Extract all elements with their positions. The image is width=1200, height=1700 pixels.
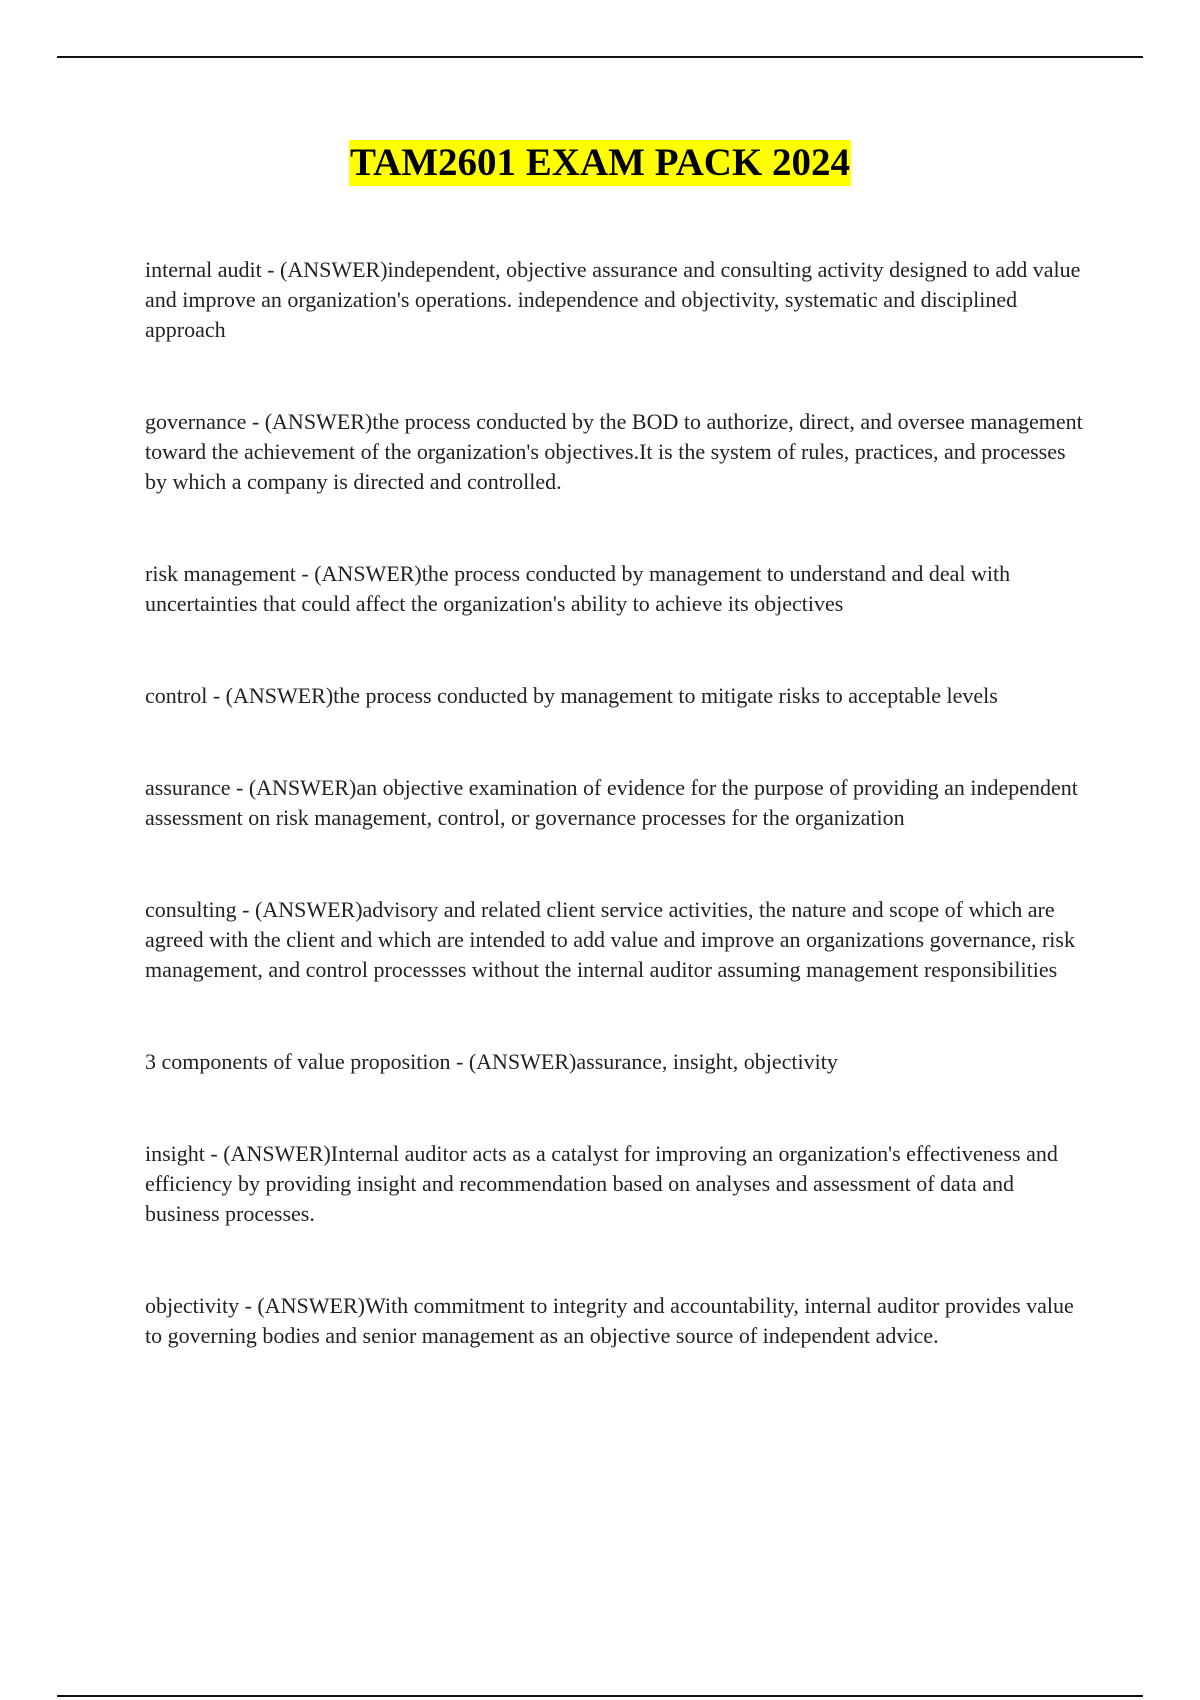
entry-governance: governance - (ANSWER)the process conducted by the BOD to authorize, direct, and oversee management toward the achievement of the organization's objectives.It is the system of rules, practices, and processes by which a company is directed and controlled. <box>145 409 1083 494</box>
entry-objectivity: objectivity - (ANSWER)With commitment to integrity and accountability, internal auditor provides value to governing bodies and senior management as an objective source of independent advice. <box>145 1293 1074 1348</box>
document-title: TAM2601 EXAM PACK 2024 <box>349 141 851 184</box>
entry-insight: insight - (ANSWER)Internal auditor acts as a catalyst for improving an organization's effectiveness and efficiency by providing insight and recommendation based on analyses and assessment of data and business processes. <box>145 1141 1058 1226</box>
bottom-rule <box>57 1695 1143 1697</box>
entry-consulting: consulting - (ANSWER)advisory and related client service activities, the nature and scope of which are agreed with the client and which are intended to add value and improve an organizations governance, risk management, and control processses without the internal auditor assuming management responsibilities <box>145 897 1075 982</box>
entry-list <box>145 255 1090 1413</box>
top-rule <box>57 56 1143 58</box>
entry-assurance: assurance - (ANSWER)an objective examination of evidence for the purpose of providing an independent assessment on risk management, control, or governance processes for the organization <box>145 775 1078 830</box>
entry-control: control - (ANSWER)the process conducted by management to mitigate risks to acceptable levels <box>145 683 998 708</box>
title-container <box>0 140 1200 186</box>
entry-value-proposition: 3 components of value proposition - (ANSWER)assurance, insight, objectivity <box>145 1049 838 1074</box>
entry-internal-audit: internal audit - (ANSWER)independent, objective assurance and consulting activity designed to add value and improve an organization's operations. independence and objectivity, systematic and disciplined approach <box>145 257 1081 342</box>
entry-risk-management: risk management - (ANSWER)the process conducted by management to understand and deal with uncertainties that could affect the organization's ability to achieve its objectives <box>145 561 1011 616</box>
